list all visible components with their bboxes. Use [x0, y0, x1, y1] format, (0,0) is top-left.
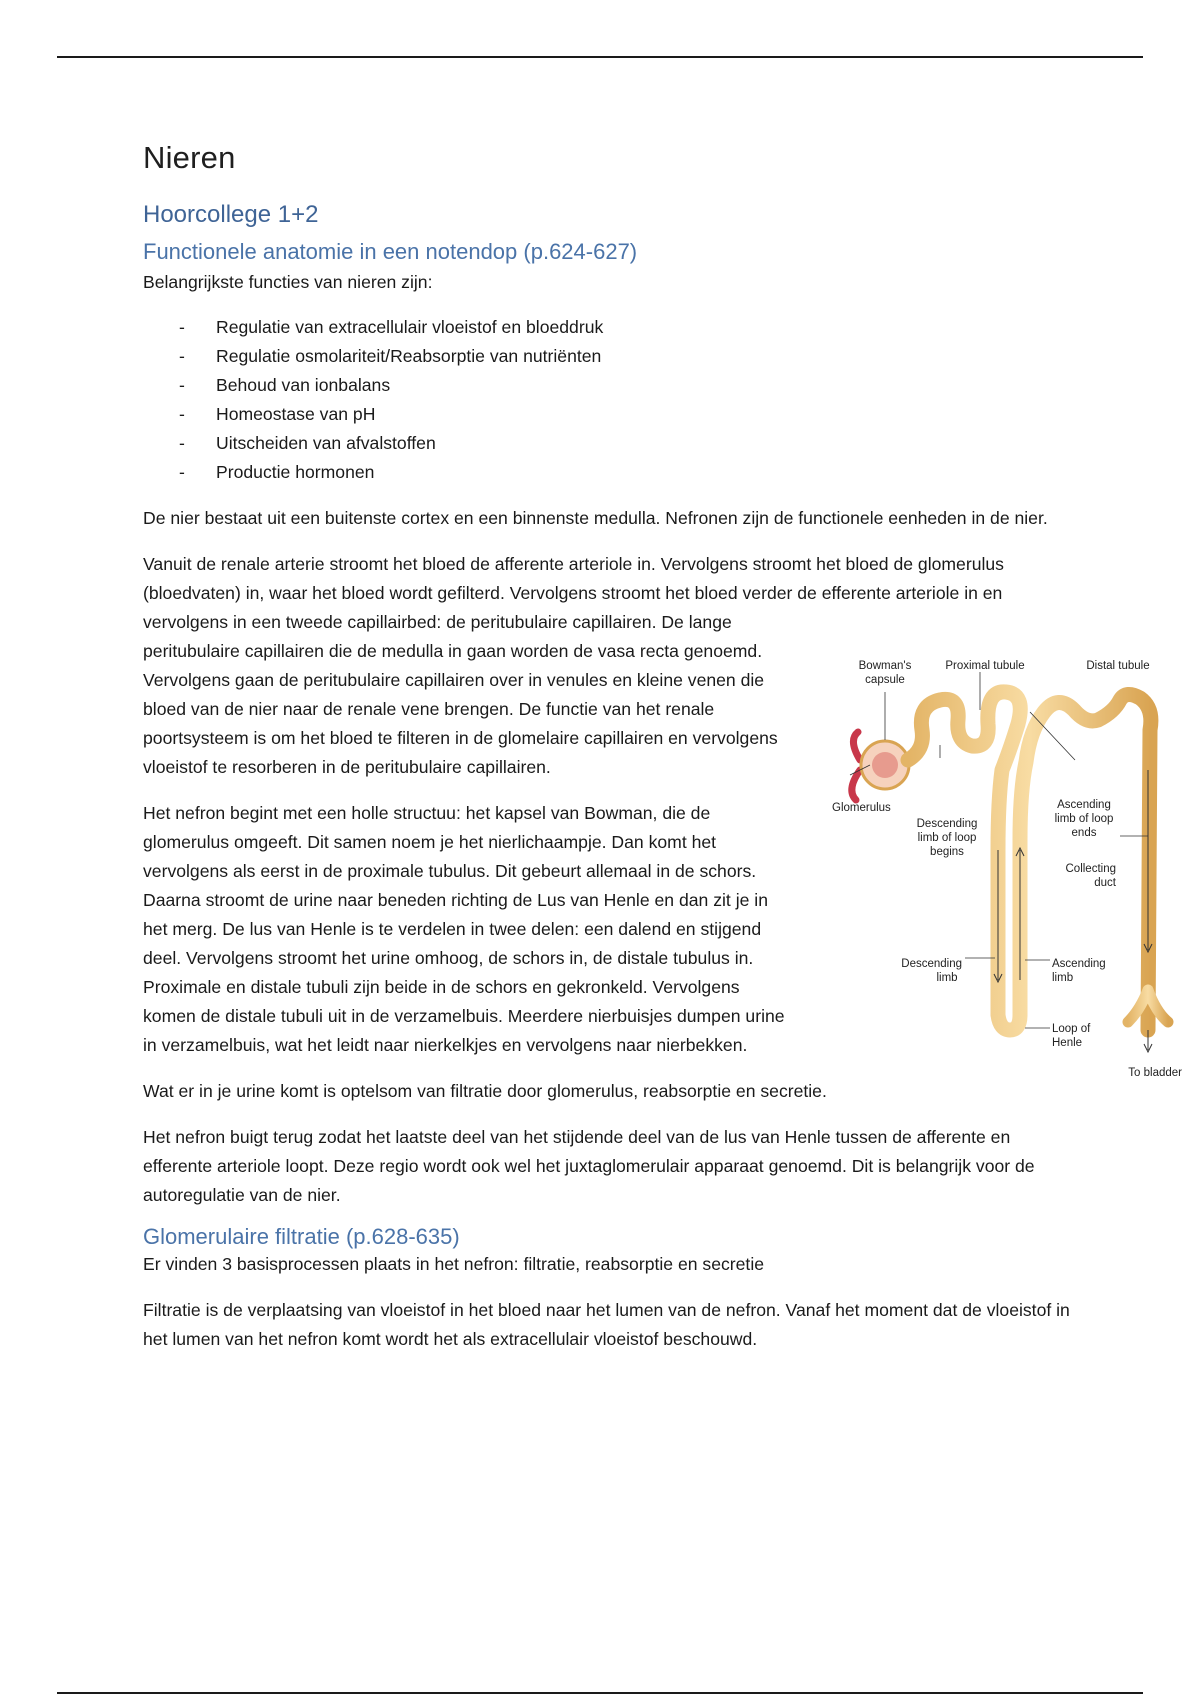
svg-text:Henle: Henle	[1052, 1037, 1083, 1049]
svg-text:limb: limb	[1052, 972, 1074, 984]
paragraph-filtration: Filtratie is de verplaatsing van vloeistof in het bloed naar het lumen van de nefron. Vanaf het moment dat de vloeistof in het lumen van het nefron komt wordt het als extracellulair vloeistof beschouwd.	[143, 1300, 1070, 1349]
label-bowmans: Bowman's	[858, 660, 912, 672]
label-to-bladder: To bladder	[1128, 1067, 1182, 1079]
paragraph-basic-processes: Er vinden 3 basisprocessen plaats in het nefron: filtratie, reabsorptie en secretie	[143, 1254, 765, 1274]
label-distal-tubule: Distal tubule	[1086, 660, 1150, 672]
page-title: Nieren	[143, 140, 236, 175]
label-descending-begins: Descending	[916, 818, 978, 830]
list-item: - Productie hormonen	[179, 458, 1078, 487]
bullet-dash: -	[179, 375, 185, 395]
svg-text:capsule: capsule	[865, 674, 905, 686]
heading-glomerular-filtration: Glomerulaire filtratie (p.628-635)	[143, 1224, 460, 1249]
svg-text:ends: ends	[1071, 827, 1097, 839]
heading-lecture: Hoorcollege 1+2	[143, 201, 319, 228]
functions-intro: Belangrijkste functies van nieren zijn:	[143, 272, 433, 292]
list-item: - Uitscheiden van afvalstoffen	[179, 429, 1078, 458]
list-item: - Regulatie van extracellulair vloeistof en bloeddruk	[179, 313, 1078, 342]
functions-list	[179, 313, 1078, 487]
label-glomerulus: Glomerulus	[832, 802, 891, 814]
bullet-dash: -	[179, 346, 185, 366]
label-collecting-duct: Collecting	[1065, 863, 1116, 875]
paragraph-urine-sum: Wat er in je urine komt is optelsom van filtratie door glomerulus, reabsorptie en secretie.	[143, 1081, 827, 1101]
paragraph-blood-flow: Vanuit de renale arterie stroomt het bloed de afferente arteriole in. Vervolgens stroomt het bloed de glomerulus (bloedvaten) in, waar het bloed wordt gefilterd. Vervolgens stroomt het bloed verder de efferente arteriole in en vervolgens in een tweede capillairbed: de peritubulaire capillairen. De lange peritubulaire capillairen die de medulla in gaan worden de vasa recta genoemd. Vervolgens gaan de peritubulaire capillairen over in venules en kleine venen die bloed van de nier naar de renale vene brengen. De functie van het renale poortsysteem is om het bloed te filteren in de glomelaire capillairen en vervolgens vloeistof te resorberen in de peritubulaire capillairen.	[143, 554, 1004, 777]
paragraph-juxtaglomerular: Het nefron buigt terug zodat het laatste deel van het stijdende deel van de lus van Henle tussen de afferente en efferente arteriole loopt. Deze regio wordt ook wel het juxtaglomerulair apparaat genoemd. Dit is belangrijk voor de autoregulatie van de nier.	[143, 1127, 1035, 1205]
svg-text:limb of loop: limb of loop	[917, 832, 977, 844]
label-ascending-limb: Ascending	[1052, 958, 1106, 970]
label-descending-limb: Descending	[901, 958, 962, 970]
glomerulus-shape	[852, 732, 909, 800]
svg-text:limb: limb	[936, 972, 958, 984]
bullet-dash: -	[179, 462, 185, 482]
bullet-dash: -	[179, 404, 185, 424]
svg-text:limb of loop: limb of loop	[1054, 813, 1114, 825]
svg-text:begins: begins	[930, 846, 964, 858]
svg-text:duct: duct	[1094, 877, 1116, 889]
nephron-illustration	[830, 650, 1185, 1080]
label-ascending-ends: Ascending	[1057, 799, 1111, 811]
footer-rule	[57, 1692, 1143, 1694]
paragraph-nephron-path: Het nefron begint met een holle structuu: het kapsel van Bowman, die de glomerulus omgeeft. Dit samen noem je het nierlichaampje. Dan komt het vervolgens als eerst in de proximale tubulus. Dit gebeurt allemaal in de schors. Daarna stroomt de urine naar beneden richting de Lus van Henle en dan zit je in het merg. De lus van Henle is te verdelen in twee delen: een dalend en stijgend deel. Vervolgens stroomt het urine omhoog, de schors in, de distale tubulus in. Proximale en distale tubuli zijn beide in de schors en gekronkeld. Vervolgens komen de distale tubuli uit in de verzamelbuis. Meerdere nierbuisjes dumpen urine in verzamelbuis, wat het leidt naar nierkelkjes en vervolgens naar nierbekken.	[143, 803, 785, 1055]
paragraph-cortex-medulla: De nier bestaat uit een buitenste cortex en een binnenste medulla. Nefronen zijn de functionele eenheden in de nier.	[143, 508, 1048, 528]
label-proximal-tubule: Proximal tubule	[945, 660, 1025, 672]
list-item: - Regulatie osmolariteit/Reabsorptie van nutriënten	[179, 342, 1078, 371]
header-rule	[57, 56, 1143, 58]
bullet-dash: -	[179, 433, 185, 453]
nephron-diagram	[830, 650, 1185, 1080]
list-item: - Behoud van ionbalans	[179, 371, 1078, 400]
list-item: - Homeostase van pH	[179, 400, 1078, 429]
bullet-dash: -	[179, 317, 185, 337]
label-loop-of-henle: Loop of	[1052, 1023, 1091, 1035]
heading-functional-anatomy: Functionele anatomie in een notendop (p.624-627)	[143, 239, 638, 264]
